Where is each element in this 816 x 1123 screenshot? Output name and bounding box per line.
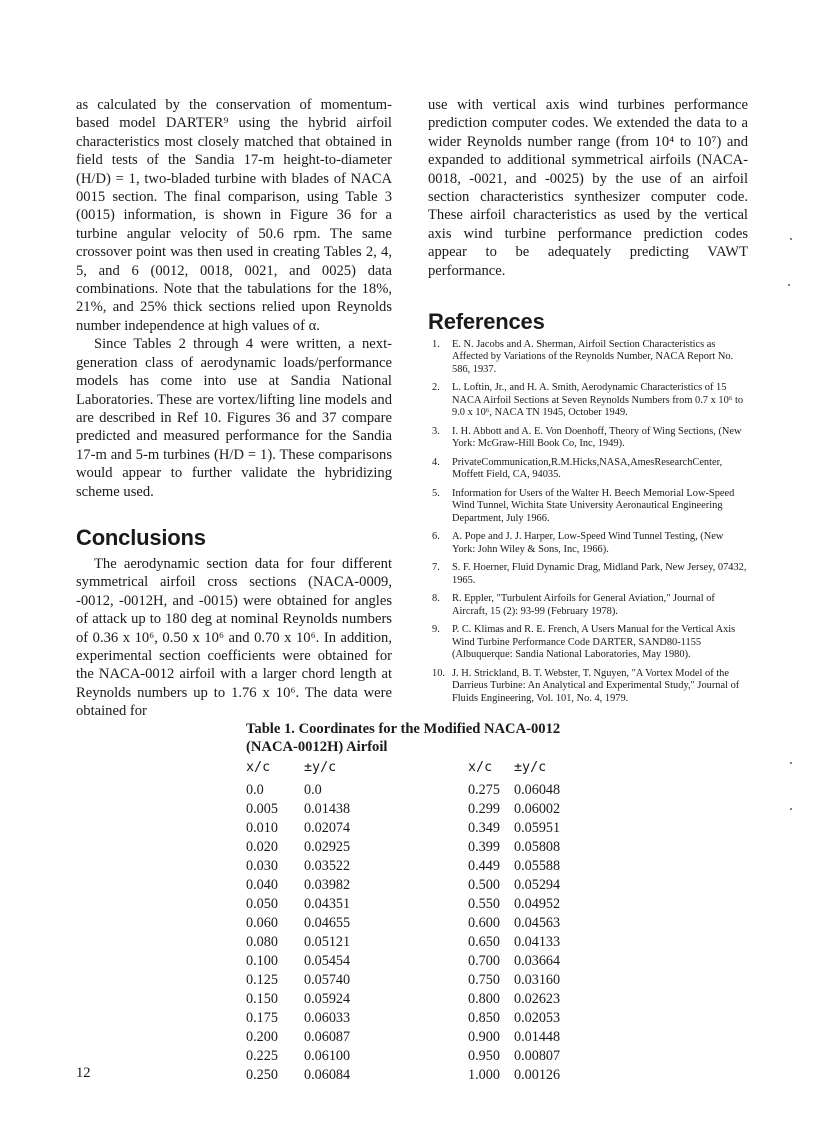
reference-number: 8. — [432, 593, 440, 605]
table-cell: 0.04351 — [304, 896, 351, 912]
table-cell: 0.05924 — [304, 991, 351, 1007]
table-cell: 0.04133 — [514, 934, 561, 950]
scan-speck — [790, 808, 792, 810]
table-cell: 0.03160 — [514, 972, 561, 988]
table-cell: 0.950 — [468, 1048, 500, 1064]
reference-text: L. Loftin, Jr., and H. A. Smith, Aerodynamic Characteristics of 15 NACA Airfoil Sections at Seven Reynolds Numbers from 0.7 x 10⁶ to 9.0 x 10⁶, NACA TN 1945, October 1949. — [452, 382, 744, 419]
table-cell: 0.01438 — [304, 801, 351, 817]
table-cell: 0.750 — [468, 972, 500, 988]
reference-item — [428, 624, 748, 661]
reference-number: 5. — [432, 487, 440, 499]
table-cell: 0.05808 — [514, 839, 561, 855]
table-header: x/c — [468, 760, 493, 775]
reference-text: PrivateCommunication,R.M.Hicks,NASA,AmesResearchCenter, Moffett Field, CA, 94035. — [452, 456, 723, 481]
table-title — [246, 720, 596, 756]
table-cell: 0.850 — [468, 1010, 500, 1026]
table-cell: 0.600 — [468, 915, 500, 931]
reference-item — [428, 457, 748, 482]
table-cell: 0.02623 — [514, 991, 561, 1007]
table-cell: 0.05121 — [304, 934, 351, 950]
table-header: ±y/c — [514, 760, 547, 775]
table-cell: 0.00126 — [514, 1067, 561, 1083]
reference-text: E. N. Jacobs and A. Sherman, Airfoil Section Characteristics as Affected by Variations of the Reynolds Number, NACA Report No. 586, 1937. — [452, 339, 734, 375]
reference-text: Information for Users of the Walter H. Beech Memorial Low-Speed Wind Tunnel, Wichita State University Aeronautical Engineering Department, July 1966. — [452, 487, 735, 524]
table-header: ±y/c — [304, 760, 337, 775]
table-cell: 0.650 — [468, 934, 500, 950]
reference-item — [428, 339, 748, 376]
table-cell: 1.000 — [468, 1067, 500, 1083]
table-cell: 0.06048 — [514, 782, 561, 798]
table-cell: 0.125 — [246, 972, 278, 988]
reference-item — [428, 531, 748, 556]
reference-item — [428, 593, 748, 618]
reference-text: A. Pope and J. J. Harper, Low-Speed Wind Tunnel Testing, (New York: John Wiley & Sons, Inc, 1966). — [452, 531, 724, 555]
right-column — [428, 96, 748, 711]
body-paragraph: as calculated by the conservation of momentum-based model DARTER⁹ using the hybrid airfoil characteristics most closely matched that obtained in field tests of the Sandia 17-m height-to-diameter (H/D) = 1, two-bladed turbine with blades of NACA 0015 section. The final comparison, using Table 3 (0015) information, is shown in Figure 36 for a turbine angular velocity of 50.6 rpm. The same crossover point was then used in creating Tables 2, 4, 5, and 6 (0012, 0018, 0021, and 0025) data combinations. Note that the tabulations for the 18%, 21%, and 25% thick sections relied upon Reynolds number independence at high values of α. — [76, 97, 392, 334]
table-cell: 0.02053 — [514, 1010, 561, 1026]
table-cell: 0.040 — [246, 877, 278, 893]
reference-text: J. H. Strickland, B. T. Webster, T. Nguyen, "A Vortex Model of the Darrieus Turbine: An Analytical and Experimental Study," Journal of Fluids Engineering, Vol. 101, No. 4, 1979. — [452, 667, 740, 704]
reference-list — [428, 339, 748, 705]
scan-speck — [790, 762, 792, 764]
section-heading-references: References — [428, 309, 545, 335]
table-title-line: (NACA-0012H) Airfoil — [246, 739, 388, 755]
table-cell: 0.200 — [246, 1029, 278, 1045]
table-cell: 0.05454 — [304, 953, 351, 969]
table-cell: 0.080 — [246, 934, 278, 950]
table-cell: 0.02074 — [304, 820, 351, 836]
table-cell: 0.04655 — [304, 915, 351, 931]
table-cell: 0.0 — [304, 782, 322, 798]
table-cell: 0.150 — [246, 991, 278, 1007]
table-cell: 0.04952 — [514, 896, 561, 912]
body-paragraph: use with vertical axis wind turbines performance prediction computer codes. We extended the data to a wider Reynolds number range (from 10⁴ to 10⁷) and expanded to additional symmetrical airfoils (NACA-0018, -0021, and -0025) by the use of an airfoil section characteristics synthesizer computer code. These airfoil characteristics as used by the vertical axis wind turbine performance prediction codes appear to be adequately predicting VAWT performance. — [428, 97, 748, 279]
body-paragraph: The aerodynamic section data for four different symmetrical airfoil cross sections (NACA-0009, -0012, -0012H, and -0015) were obtained for angles of attack up to 180 deg at nominal Reynolds numbers of 0.36 x 10⁶, 0.50 x 10⁶ and 0.70 x 10⁶. In addition, experimental section coefficients were obtained for the NACA-0012 airfoil with a larger chord length at Reynolds numbers up to 1.76 x 10⁶. The data were obtained for — [76, 555, 392, 720]
table-cell: 0.060 — [246, 915, 278, 931]
table-cell: 0.900 — [468, 1029, 500, 1045]
table-cell: 0.05588 — [514, 858, 561, 874]
table-cell: 0.030 — [246, 858, 278, 874]
page-number: 12 — [76, 1065, 91, 1081]
table-cell: 0.02925 — [304, 839, 351, 855]
reference-number: 7. — [432, 562, 440, 574]
table-cell: 0.06002 — [514, 801, 561, 817]
table-cell: 0.05951 — [514, 820, 561, 836]
reference-item — [428, 562, 748, 587]
reference-number: 2. — [432, 382, 440, 394]
table-cell: 0.04563 — [514, 915, 561, 931]
table-cell: 0.05294 — [514, 877, 561, 893]
table-cell: 0.050 — [246, 896, 278, 912]
reference-item — [428, 426, 748, 451]
table-cell: 0.800 — [468, 991, 500, 1007]
table-cell: 0.010 — [246, 820, 278, 836]
table-cell: 0.06033 — [304, 1010, 351, 1026]
table-cell: 0.00807 — [514, 1048, 561, 1064]
table-title-line: Table 1. Coordinates for the Modified NACA-0012 — [246, 721, 561, 737]
left-column — [76, 96, 392, 721]
reference-text: P. C. Klimas and R. E. French, A Users Manual for the Vertical Axis Wind Turbine Performance Code DARTER, SAND80-1155 (Albuquerque: Sandia National Laboratories, May 1980). — [452, 624, 736, 661]
table-cell: 0.449 — [468, 858, 500, 874]
scan-speck — [788, 284, 790, 286]
section-heading-conclusions: Conclusions — [76, 524, 206, 550]
coordinates-table — [246, 760, 596, 1086]
reference-number: 4. — [432, 456, 440, 468]
reference-number: 10. — [432, 667, 445, 679]
reference-item — [428, 488, 748, 525]
table-cell: 0.06087 — [304, 1029, 351, 1045]
table-cell: 0.05740 — [304, 972, 351, 988]
table-cell: 0.06084 — [304, 1067, 351, 1083]
reference-number: 9. — [432, 624, 440, 636]
table-cell: 0.399 — [468, 839, 500, 855]
table-cell: 0.01448 — [514, 1029, 561, 1045]
table-cell: 0.700 — [468, 953, 500, 969]
table-cell: 0.250 — [246, 1067, 278, 1083]
table-cell: 0.225 — [246, 1048, 278, 1064]
table-cell: 0.349 — [468, 820, 500, 836]
table-cell: 0.0 — [246, 782, 264, 798]
reference-number: 6. — [432, 531, 440, 543]
table-cell: 0.275 — [468, 782, 500, 798]
table-cell: 0.500 — [468, 877, 500, 893]
table-cell: 0.03982 — [304, 877, 351, 893]
table-cell: 0.020 — [246, 839, 278, 855]
scan-speck — [790, 238, 792, 240]
reference-number: 1. — [432, 339, 440, 351]
reference-text: I. H. Abbott and A. E. Von Doenhoff, Theory of Wing Sections, (New York: McGraw-Hill Book Co, Inc, 1949). — [452, 425, 742, 450]
reference-item — [428, 668, 748, 705]
reference-text: R. Eppler, "Turbulent Airfoils for General Aviation," Journal of Aircraft, 15 (2): 93-99 (February 1978). — [452, 593, 715, 617]
reference-text: S. F. Hoerner, Fluid Dynamic Drag, Midland Park, New Jersey, 07432, 1965. — [452, 562, 747, 586]
table-header: x/c — [246, 760, 271, 775]
table-1 — [246, 720, 596, 1086]
table-cell: 0.100 — [246, 953, 278, 969]
reference-item — [428, 382, 748, 419]
body-paragraph: Since Tables 2 through 4 were written, a next-generation class of aerodynamic loads/performance models has come into use at Sandia National Laboratories. These are vortex/lifting line models and are described in Ref 10. Figures 36 and 37 compare predicted and measured performance for the Sandia 17-m and 5-m turbines (H/D = 1). These comparisons would appear to further validate the hybridizing scheme used. — [76, 336, 392, 500]
table-cell: 0.175 — [246, 1010, 278, 1026]
table-cell: 0.06100 — [304, 1048, 351, 1064]
table-cell: 0.299 — [468, 801, 500, 817]
table-cell: 0.03522 — [304, 858, 351, 874]
table-cell: 0.550 — [468, 896, 500, 912]
table-cell: 0.005 — [246, 801, 278, 817]
reference-number: 3. — [432, 425, 440, 437]
table-cell: 0.03664 — [514, 953, 561, 969]
